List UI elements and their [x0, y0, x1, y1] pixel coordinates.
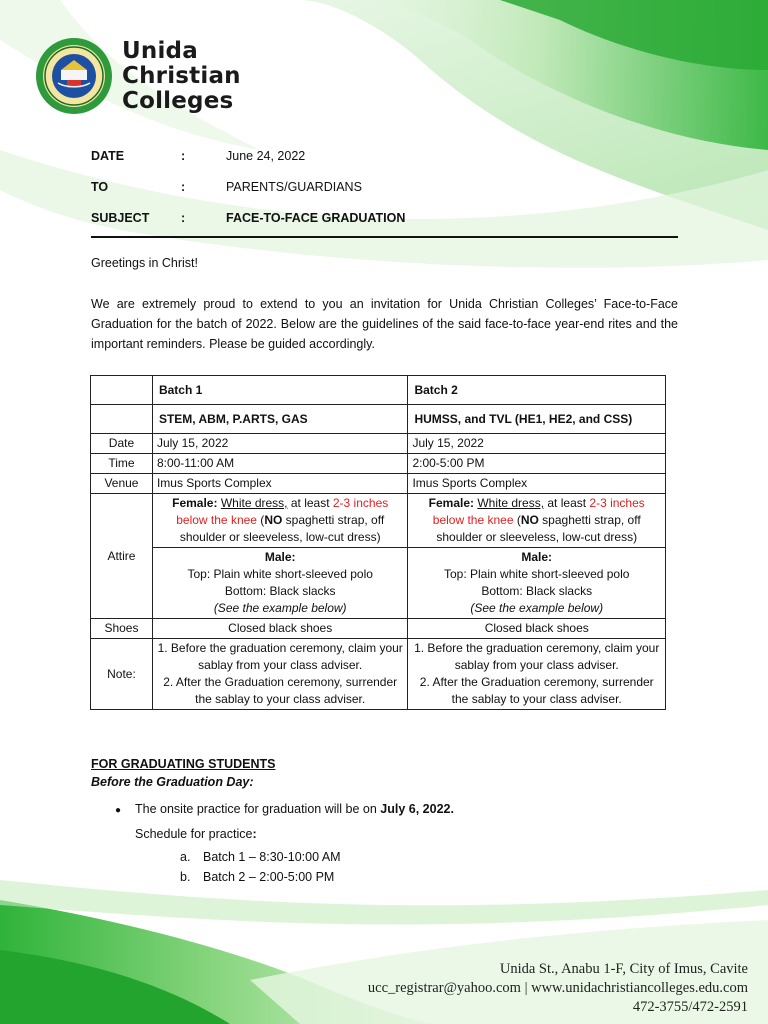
memo-header	[91, 140, 405, 233]
memo-divider	[91, 236, 678, 238]
list-item-text: Batch 1 – 8:30-10:00 AM	[203, 850, 341, 864]
batch1-note	[152, 639, 408, 710]
batch1-strands: STEM, ABM, P.ARTS, GAS	[152, 405, 408, 434]
batch2-header: Batch 2	[408, 376, 666, 405]
female-rest: spaghetti strap, off shoulder or sleeveless, low-cut dress)	[436, 513, 641, 544]
batch2-female-attire	[408, 494, 666, 548]
college-name-line1: Unida	[122, 37, 198, 64]
batch2-note	[408, 639, 666, 710]
memo-date-label: DATE	[91, 148, 125, 163]
intro-paragraph: We are extremely proud to extend to you an invitation for Unida Christian Colleges’ Face-to-Face Graduation for the batch of 2022. Below are the guidelines of the said face-to-face year-end rites and the important reminders. Please be guided accordingly.	[91, 297, 678, 351]
section-title: FOR GRADUATING STUDENTS	[91, 757, 276, 771]
female-length: 2-3 inches below the knee	[432, 496, 645, 527]
date-row-label: Date	[91, 434, 153, 454]
table-row	[91, 405, 666, 434]
batch2-time: 2:00-5:00 PM	[408, 454, 666, 474]
schedule-list	[180, 847, 341, 887]
female-open: (	[256, 513, 265, 527]
batch2-shoes: Closed black shoes	[408, 619, 666, 639]
time-row-label: Time	[91, 454, 153, 474]
female-no: NO	[520, 513, 539, 527]
female-dress: White dress,	[220, 496, 288, 510]
female-length: 2-3 inches below the knee	[176, 496, 389, 527]
memo-to-value: PARENTS/GUARDIANS	[226, 179, 362, 194]
male-top: Top: Plain white short-sleeved polo	[444, 567, 630, 581]
batch2-strands: HUMSS, and TVL (HE1, HE2, and CSS)	[408, 405, 666, 434]
letterhead	[34, 36, 241, 116]
practice-bullet	[115, 802, 454, 820]
female-label: Female:	[172, 496, 218, 510]
memo-colon: :	[181, 210, 186, 225]
table-row	[91, 548, 666, 619]
memo-date-row	[91, 140, 405, 171]
female-atleast: at least	[544, 496, 590, 510]
table-cell-empty	[91, 405, 153, 434]
male-bottom: Bottom: Black slacks	[224, 584, 336, 598]
memo-to-label: TO	[91, 179, 109, 194]
graduation-guidelines-table	[90, 375, 666, 710]
list-item	[180, 847, 341, 867]
female-no: NO	[264, 513, 283, 527]
memo-subject-label: SUBJECT	[91, 210, 150, 225]
male-top: Top: Plain white short-sleeved polo	[187, 567, 373, 581]
bullet-date: July 6, 2022.	[380, 802, 454, 816]
schedule-label-text: Schedule for practice	[135, 827, 253, 841]
female-open: (	[513, 513, 521, 527]
college-name-line2: Christian	[122, 62, 241, 89]
college-seal-icon	[34, 36, 114, 116]
memo-to-row	[91, 171, 405, 202]
male-example: (See the example below)	[213, 601, 347, 615]
batch2-male-attire	[408, 548, 666, 619]
table-cell-empty	[91, 376, 153, 405]
male-label: Male:	[521, 550, 553, 564]
shoes-row-label: Shoes	[91, 619, 153, 639]
batch2-date: July 15, 2022	[408, 434, 666, 454]
male-bottom: Bottom: Black slacks	[481, 584, 593, 598]
table-row	[91, 376, 666, 405]
list-item-text: Batch 2 – 2:00-5:00 PM	[203, 870, 335, 884]
footer-email-website: ucc_registrar@yahoo.com | www.unidachristiancolleges.edu.com	[367, 980, 748, 996]
female-rest: spaghetti strap, off shoulder or sleeveless, low-cut dress)	[179, 513, 385, 544]
table-row	[91, 474, 666, 494]
bullet-text	[135, 802, 454, 820]
schedule-label-colon: :	[252, 827, 257, 841]
female-atleast: at least	[287, 496, 333, 510]
memo-subject-value: FACE-TO-FACE GRADUATION	[226, 210, 406, 225]
note-item-2: 2. After the Graduation ceremony, surrender the sablay to your class adviser.	[163, 675, 398, 706]
section-subtitle: Before the Graduation Day:	[91, 775, 254, 789]
college-name	[122, 39, 241, 114]
schedule-label	[135, 827, 257, 841]
bullet-icon: ●	[115, 805, 122, 816]
male-example: (See the example below)	[470, 601, 604, 615]
memo-subject-row	[91, 202, 405, 233]
list-item	[180, 867, 341, 887]
bullet-text-main: The onsite practice for graduation will be on	[135, 802, 381, 816]
memo-colon: :	[181, 148, 186, 163]
footer-address: Unida St., Anabu 1-F, City of Imus, Cavite	[499, 961, 748, 977]
memo-date-value: June 24, 2022	[226, 148, 306, 163]
note-item-1: 1. Before the graduation ceremony, claim your sablay from your class adviser.	[414, 641, 660, 672]
table-row	[91, 454, 666, 474]
list-marker: b.	[180, 870, 191, 884]
batch1-time: 8:00-11:00 AM	[152, 454, 408, 474]
batch1-venue: Imus Sports Complex	[152, 474, 408, 494]
note-row-label: Note:	[91, 639, 153, 710]
batch1-header: Batch 1	[152, 376, 408, 405]
table-row	[91, 619, 666, 639]
venue-row-label: Venue	[91, 474, 153, 494]
greeting: Greetings in Christ!	[91, 256, 198, 270]
list-marker: a.	[180, 850, 191, 864]
footer-contact	[368, 960, 748, 1017]
table-row	[91, 434, 666, 454]
table-row	[91, 639, 666, 710]
footer-phone: 472-3755/472-2591	[632, 999, 748, 1015]
batch1-shoes: Closed black shoes	[152, 619, 408, 639]
attire-row-label: Attire	[91, 494, 153, 619]
graduating-students-section	[91, 755, 276, 791]
batch2-venue: Imus Sports Complex	[408, 474, 666, 494]
batch1-male-attire	[152, 548, 408, 619]
table-row	[91, 494, 666, 548]
male-label: Male:	[264, 550, 296, 564]
batch1-date: July 15, 2022	[152, 434, 408, 454]
female-label: Female:	[428, 496, 475, 510]
memo-colon: :	[181, 179, 186, 194]
female-dress: White dress,	[477, 496, 545, 510]
batch1-female-attire	[152, 494, 408, 548]
note-item-2: 2. After the Graduation ceremony, surrender the sablay to your class adviser.	[419, 675, 654, 706]
college-name-line3: Colleges	[122, 87, 234, 114]
note-item-1: 1. Before the graduation ceremony, claim your sablay from your class adviser.	[157, 641, 403, 672]
